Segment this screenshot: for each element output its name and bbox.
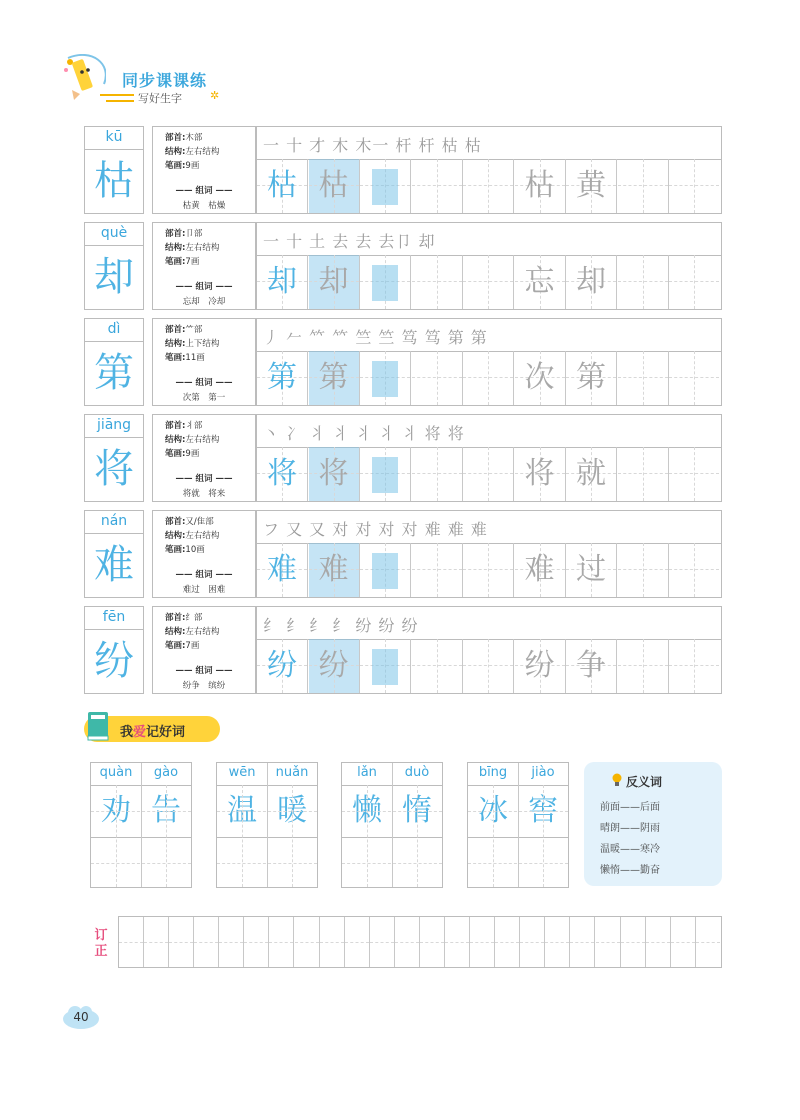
correction-cell[interactable] [194,917,219,967]
character-row [84,318,722,406]
writing-cell[interactable] [566,255,617,309]
stroke-count-label: 笔画: [165,257,186,267]
correction-cell[interactable] [445,917,470,967]
radical-value: 丬部 [185,421,203,431]
character: 纷 [94,638,134,684]
character-row [84,222,722,310]
structure-line [165,338,219,350]
zuci-label: —— 组词 —— [175,666,233,676]
vocab-character: 冰 [478,793,508,828]
writing-cell[interactable] [463,351,514,405]
header-title: 同步课课练 [122,71,208,90]
radical-line [165,228,202,240]
practice-area [256,222,722,310]
structure-value: 左右结构 [185,435,220,445]
writing-cell[interactable] [257,159,308,213]
zuci-label: —— 组词 —— [175,378,233,388]
character: 第 [94,350,134,396]
character-info [152,126,256,214]
practice-area [256,318,722,406]
vocab-box [341,762,443,888]
pinyin: nán [100,513,128,529]
writing-cell[interactable] [618,159,669,213]
example-words: 将就 将来 [182,489,226,499]
antonym-item: 懒惰——勤奋 [600,865,660,876]
radical-label: 部首: [165,325,186,335]
stroke-count-line [165,544,205,556]
stroke-count-label: 笔画: [165,449,186,459]
character-box [84,318,144,406]
pinyin: fēn [102,609,126,625]
writing-cell[interactable] [309,351,360,405]
structure-value: 左右结构 [185,147,220,157]
correction-cell[interactable] [269,917,294,967]
character-box [84,510,144,598]
writing-cell[interactable] [360,543,411,597]
stroke-count-label: 笔画: [165,161,186,171]
writing-cell[interactable] [412,543,463,597]
vocab-character: 劝 [101,793,131,828]
vocab-character: 温 [227,793,257,828]
practice-character: 第 [576,360,606,395]
writing-cell[interactable] [360,447,411,501]
radical-label: 部首: [165,613,186,623]
correction-cell[interactable] [646,917,671,967]
character-info [152,606,256,694]
vocab-pinyin: duò [404,765,430,780]
structure-line [165,434,219,446]
writing-cell[interactable] [412,447,463,501]
pinyin: què [100,225,128,241]
vocab-character: 懒 [352,793,382,828]
lightbulb-icon [612,773,622,787]
structure-value: 左右结构 [185,243,220,253]
sun-icon: ✲ [210,89,220,102]
practice-character: 却 [318,264,349,299]
radical-value: 卩部 [185,229,203,239]
radical-label: 部首: [165,133,186,143]
writing-cell[interactable] [515,159,566,213]
vocab-box [90,762,192,888]
vocab-character: 窖 [528,793,558,828]
structure-value: 左右结构 [185,531,220,541]
practice-character: 将 [318,456,349,491]
practice-character: 黄 [576,168,606,203]
zuci-label: —— 组词 —— [175,570,233,580]
writing-cell[interactable] [463,639,514,693]
correction-cell[interactable] [244,917,269,967]
writing-cell[interactable] [566,639,617,693]
guide-line [217,811,317,812]
writing-cell[interactable] [566,159,617,213]
correction-cell[interactable] [345,917,370,967]
practice-area [256,606,722,694]
correction-cell[interactable] [495,917,520,967]
vocab-writing-area[interactable] [91,838,191,887]
practice-grid [257,447,721,501]
character-box [84,222,144,310]
stroke-order [257,223,721,256]
practice-character: 争 [576,648,606,683]
correction-label: 订正 [94,928,108,959]
character: 难 [94,542,134,588]
practice-grid [257,255,721,309]
radical-line [165,612,202,624]
writing-cell[interactable] [463,447,514,501]
writing-cell[interactable] [309,639,360,693]
radical-value: 木部 [185,133,203,143]
writing-cell[interactable] [669,351,720,405]
vocab-pinyin: lǎn [357,765,377,780]
correction-grid[interactable] [118,916,722,968]
radical-line [165,516,214,528]
stroke-order [257,127,721,160]
writing-cell[interactable] [618,639,669,693]
structure-value: 上下结构 [185,339,220,349]
writing-cell[interactable] [618,255,669,309]
correction-cell[interactable] [470,917,495,967]
practice-character: 就 [576,456,606,491]
stroke-hint-shape [372,265,398,301]
stroke-order [257,319,721,352]
character-info [152,222,256,310]
practice-character: 第 [267,360,297,395]
vocab-pinyin: bīng [478,765,508,780]
vocab-writing-area[interactable] [217,838,317,887]
stroke-count-value: 10画 [185,545,205,555]
practice-character: 难 [267,552,297,587]
vocab-character: 告 [151,793,181,828]
correction-cell[interactable] [570,917,595,967]
pinyin: dì [107,321,121,337]
section-title: 我爱记好词 [120,725,186,740]
writing-cell[interactable] [309,447,360,501]
writing-cell[interactable] [412,255,463,309]
vocab-box [216,762,318,888]
antonym-item: 晴朗——阴雨 [600,823,660,834]
speed-lines-icon [100,92,134,104]
vocab-box [467,762,569,888]
header-subtitle: 写好生字 [138,92,182,105]
example-words: 难过 困难 [182,585,226,595]
practice-grid [257,159,721,213]
writing-cell[interactable] [412,639,463,693]
zuci-label: —— 组词 —— [175,474,233,484]
structure-line [165,626,219,638]
stroke-order-text: 一 十 才 木 木一 杆 杆 枯 枯 [263,136,482,155]
radical-value: 纟部 [185,613,203,623]
vocab-character: 惰 [402,793,432,828]
writing-cell[interactable] [669,639,720,693]
correction-cell[interactable] [169,917,194,967]
correction-cell[interactable] [320,917,345,967]
practice-character: 忘 [524,264,555,299]
writing-cell[interactable] [257,447,308,501]
writing-cell[interactable] [669,447,720,501]
pinyin-band [85,415,143,438]
writing-cell[interactable] [412,351,463,405]
stroke-count-label: 笔画: [165,545,186,555]
writing-cell[interactable] [618,447,669,501]
vocab-character: 暖 [277,793,307,828]
guide-line [342,811,442,812]
writing-cell[interactable] [360,255,411,309]
stroke-count-line [165,352,205,364]
writing-cell[interactable] [515,639,566,693]
stroke-hint-shape [372,553,398,589]
correction-cell[interactable] [621,917,646,967]
writing-cell[interactable] [669,255,720,309]
correction-cell[interactable] [219,917,244,967]
structure-label: 结构: [165,627,186,637]
writing-cell[interactable] [360,351,411,405]
radical-value: ⺮部 [185,325,203,335]
stroke-count-label: 笔画: [165,641,186,651]
antonym-item: 温暖——寒冷 [600,844,660,855]
character-row [84,510,722,598]
practice-character: 将 [267,456,297,491]
writing-cell[interactable] [412,159,463,213]
example-words: 次第 第一 [182,393,226,403]
stroke-count-value: 9画 [185,161,200,171]
practice-character: 却 [267,264,297,299]
radical-line [165,324,202,336]
radical-label: 部首: [165,421,186,431]
writing-cell[interactable] [515,543,566,597]
practice-character: 难 [318,552,349,587]
correction-cell[interactable] [144,917,169,967]
writing-cell[interactable] [515,351,566,405]
structure-label: 结构: [165,147,186,157]
writing-cell[interactable] [309,159,360,213]
correction-cell[interactable] [596,917,621,967]
structure-label: 结构: [165,435,186,445]
writing-cell[interactable] [566,351,617,405]
writing-cell[interactable] [463,159,514,213]
character-row [84,606,722,694]
pinyin-band [85,511,143,534]
vocab-pinyin: wēn [228,765,256,780]
stroke-count-label: 笔画: [165,353,186,363]
stroke-order-text: フ 又 又 对 对 对 对 难 难 难 [263,520,488,539]
correction-cell[interactable] [295,917,320,967]
stroke-hint-shape [372,649,398,685]
writing-cell[interactable] [463,255,514,309]
practice-character: 枯 [267,168,297,203]
practice-character: 难 [524,552,555,587]
practice-character: 将 [524,456,555,491]
practice-character: 枯 [318,168,349,203]
stroke-count-line [165,640,199,652]
writing-cell[interactable] [515,255,566,309]
structure-label: 结构: [165,339,186,349]
stroke-order [257,511,721,544]
vocab-pinyin: quàn [99,765,133,780]
practice-character: 纷 [524,648,555,683]
stroke-order-text: 丶 冫 丬 丬 丬 丬 丬 将 将 [263,424,465,443]
structure-line [165,242,219,254]
pinyin-band [85,223,143,246]
vocab-writing-area[interactable] [342,838,442,887]
correction-cell[interactable] [119,917,144,967]
character-info [152,318,256,406]
vocab-pinyin: nuǎn [275,765,309,780]
character-info [152,510,256,598]
practice-character: 枯 [524,168,555,203]
writing-cell[interactable] [566,447,617,501]
stroke-count-value: 7画 [185,257,200,267]
correction-cell[interactable] [395,917,420,967]
correction-cell[interactable] [696,917,721,967]
writing-cell[interactable] [257,543,308,597]
stroke-order [257,607,721,640]
radical-value: 又/隹部 [185,517,214,527]
stroke-order-text: 纟 纟 纟 纟 纷 纷 纷 [263,616,419,635]
writing-cell[interactable] [669,159,720,213]
example-words: 枯黄 枯燥 [182,201,226,211]
zuci-label: —— 组词 —— [175,282,233,292]
writing-cell[interactable] [360,159,411,213]
practice-character: 第 [318,360,349,395]
writing-cell[interactable] [566,543,617,597]
stroke-count-value: 7画 [185,641,200,651]
writing-cell[interactable] [515,447,566,501]
practice-area [256,414,722,502]
stroke-hint-shape [372,457,398,493]
stroke-order [257,415,721,448]
stroke-count-line [165,160,199,172]
stroke-hint-shape [372,361,398,397]
writing-cell[interactable] [309,543,360,597]
pinyin-band [85,319,143,342]
writing-cell[interactable] [360,639,411,693]
antonym-item: 前面——后面 [600,802,660,813]
practice-character: 过 [576,552,606,587]
character-row [84,414,722,502]
writing-cell[interactable] [309,255,360,309]
book-icon [86,710,112,742]
stroke-count-value: 11画 [185,353,205,363]
page-number: 40 [73,1010,89,1024]
practice-character: 却 [576,264,606,299]
correction-cell[interactable] [671,917,696,967]
character: 将 [94,446,134,492]
practice-grid [257,543,721,597]
guide-line [91,811,191,812]
pinyin: kū [105,129,123,145]
radical-line [165,132,202,144]
stroke-hint-shape [372,169,398,205]
structure-label: 结构: [165,243,186,253]
vocab-pinyin: jiào [531,765,555,780]
radical-label: 部首: [165,517,186,527]
correction-cell[interactable] [520,917,545,967]
writing-cell[interactable] [618,351,669,405]
stroke-count-line [165,448,199,460]
pinyin: jiāng [96,417,132,433]
practice-character: 次 [524,360,555,395]
example-words: 纷争 缤纷 [182,681,226,691]
stroke-order-text: 丿 𠂉 𥫗 𥫗 竺 竺 笃 笃 第 第 [263,328,488,347]
zuci-label: —— 组词 —— [175,186,233,196]
character-box [84,414,144,502]
character-row [84,126,722,214]
writing-cell[interactable] [257,639,308,693]
practice-area [256,510,722,598]
practice-area [256,126,722,214]
stroke-count-value: 9画 [185,449,200,459]
writing-cell[interactable] [257,255,308,309]
vocab-pinyin: gào [153,765,179,780]
stroke-count-line [165,256,199,268]
structure-value: 左右结构 [185,627,220,637]
correction-cell[interactable] [420,917,445,967]
guide-line [468,811,568,812]
stroke-order-text: 一 十 土 去 去 去卩 却 [263,232,436,251]
practice-character: 纷 [267,648,297,683]
radical-label: 部首: [165,229,186,239]
vocab-writing-area[interactable] [468,838,568,887]
antonym-title: 反义词 [626,775,663,789]
example-words: 忘却 冷却 [182,297,226,307]
character: 却 [94,254,134,300]
character-box [84,606,144,694]
writing-cell[interactable] [669,543,720,597]
structure-label: 结构: [165,531,186,541]
practice-grid [257,351,721,405]
writing-cell[interactable] [257,351,308,405]
writing-cell[interactable] [618,543,669,597]
correction-cell[interactable] [370,917,395,967]
character-box [84,126,144,214]
pinyin-band [85,127,143,150]
practice-grid [257,639,721,693]
writing-cell[interactable] [463,543,514,597]
pinyin-band [85,607,143,630]
character: 枯 [94,158,134,204]
radical-line [165,420,202,432]
character-info [152,414,256,502]
structure-line [165,530,219,542]
correction-cell[interactable] [545,917,570,967]
practice-character: 纷 [318,648,349,683]
structure-line [165,146,219,158]
